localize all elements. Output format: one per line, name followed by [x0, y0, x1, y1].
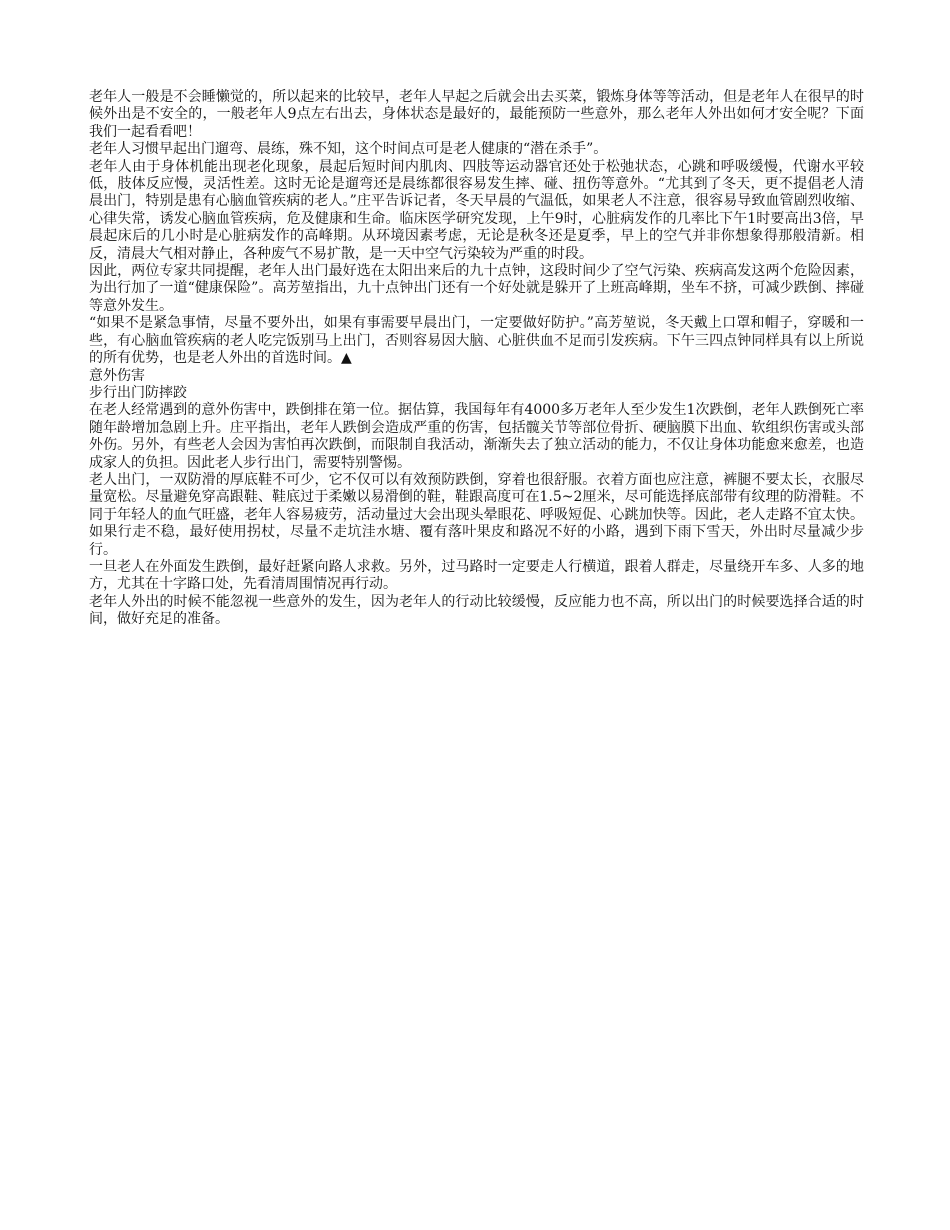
section-heading: 意外伤害 [89, 367, 145, 384]
subsection-heading: 步行出门防摔跤 [89, 384, 187, 401]
fall-risk-paragraph: 在老人经常遇到的意外伤害中，跌倒排在第一位。据估算，我国每年有4000多万老年人至少发生1次跌倒，老年人跌倒死亡率随年龄增加急剧上升。庄平指出，老年人跌倒会造成严重的伤害，包括髋关节等部位骨折、硬脑膜下出血、软组织伤害或头部外伤。另外，有些老人会因为害怕再次跌倒，而限制自我活动，渐渐失去了独立活动的能力，不仅让身体功能愈来愈差，也造成家人的负担。因此老人步行出门，需要特别警惕。 [89, 402, 864, 471]
help-paragraph: 一旦老人在外面发生跌倒，最好赶紧向路人求救。另外，过马路时一定要走人行横道，跟着人群走，尽量绕开车多、人多的地方，尤其在十字路口处，先看清周围情况再行动。 [89, 558, 864, 593]
early-walk-paragraph: 老年人习惯早起出门遛弯、晨练，殊不知，这个时间点可是老人健康的“潜在杀手”。 [89, 141, 608, 158]
protection-paragraph: “如果不是紧急事情，尽量不要外出，如果有事需要早晨出门，一定要做好防护。”高芳堃说，冬天戴上口罩和帽子，穿暖和一些，有心脑血管疾病的老人吃完饭别马上出门，否则容易因大脑、心脏供血不足而引发疾病。下午三四点钟同样具有以上所说的所有优势，也是老人外出的首选时间。▲ [89, 315, 864, 367]
shoes-advice-paragraph: 老人出门，一双防滑的厚底鞋不可少，它不仅可以有效预防跌倒，穿着也很舒服。衣着方面也应注意，裤腿不要太长，衣服尽量宽松。尽量避免穿高跟鞋、鞋底过于柔嫩以易滑倒的鞋，鞋跟高度可在1.5~2厘米，尽可能选择底部带有纹理的防滑鞋。不同于年轻人的血气旺盛，老年人容易疲劳，活动量过大会出现头晕眼花、呼吸短促、心跳加快等。因此，老人走路不宜太快。如果行走不稳，最好使用拐杖，尽量不走坑洼水塘、覆有落叶果皮和路况不好的小路，遇到下雨下雪天，外出时尽量减少步行。 [89, 471, 864, 558]
expert-advice-paragraph: 因此，两位专家共同提醒，老年人出门最好选在太阳出来后的九十点钟，这段时间少了空气污染、疾病高发这两个危险因素，为出行加了一道“健康保险”。高芳堃指出，九十点钟出门还有一个好处就是躲开了上班高峰期，坐车不挤，可减少跌倒、摔碰等意外发生。 [89, 263, 864, 314]
article-body [89, 89, 864, 629]
intro-paragraph: 老年人一般是不会睡懒觉的，所以起来的比较早，老年人早起之后就会出去买菜，锻炼身体等等活动，但是老年人在很早的时候外出是不安全的，一般老年人9点左右出去，身体状态是最好的，最能预防一些意外，那么老年人外出如何才安全呢？下面我们一起看看吧！ [89, 89, 864, 140]
conclusion-paragraph: 老年人外出的时候不能忽视一些意外的发生，因为老年人的行动比较缓慢，反应能力也不高，所以出门的时候要选择合适的时间，做好充足的准备。 [89, 593, 864, 628]
body-function-paragraph: 老年人由于身体机能出现老化现象，晨起后短时间内肌肉、四肢等运动器官还处于松弛状态，心跳和呼吸缓慢，代谢水平较低，肢体反应慢，灵活性差。这时无论是遛弯还是晨练都很容易发生摔、碰、扭伤等意外。“尤其到了冬天，更不提倡老人清晨出门，特别是患有心脑血管疾病的老人。”庄平告诉记者，冬天早晨的气温低，如果老人不注意，很容易导致血管剧烈收缩、心律失常，诱发心脑血管疾病，危及健康和生命。临床医学研究发现，上午9时，心脏病发作的几率比下午1时要高出3倍，早晨起床后的几小时是心脏病发作的高峰期。从环境因素考虑，无论是秋冬还是夏季，早上的空气并非你想象得那般清新。相反，清晨大气相对静止，各种废气不易扩散，是一天中空气污染较为严重的时段。 [89, 158, 864, 262]
